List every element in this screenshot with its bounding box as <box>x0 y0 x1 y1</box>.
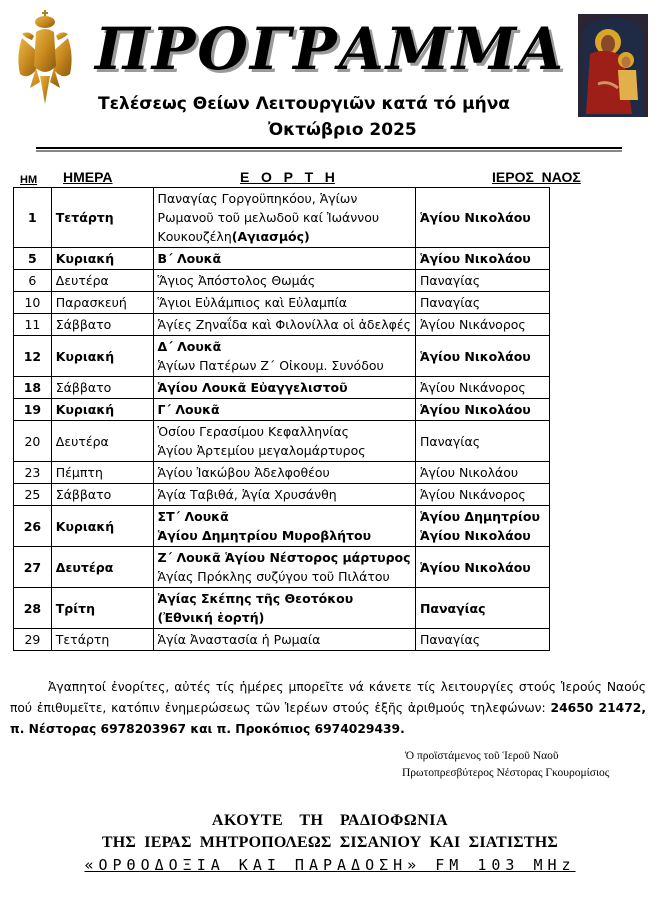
cell-day-number: 18 <box>14 377 52 399</box>
month-label: Ὀκτώβριο 2025 <box>268 120 417 140</box>
cell-feast <box>153 336 415 377</box>
column-header-feast: Ε Ο Ρ Τ Η <box>240 169 335 185</box>
cell-weekday: Κυριακή <box>51 336 153 377</box>
cell-day-number: 5 <box>14 248 52 270</box>
table-row <box>14 292 550 314</box>
cell-day-number: 26 <box>14 506 52 547</box>
cell-church <box>415 314 549 336</box>
cell-feast <box>153 421 415 462</box>
church-name: Παναγίας <box>419 600 486 616</box>
church-name: Ἁγίου Νικάνορος <box>419 487 526 502</box>
cell-weekday: Σάββατο <box>51 314 153 336</box>
cell-day-number: 1 <box>14 188 52 248</box>
signature-title: Ὁ προϊστάμενος τοῦ Ἱεροῦ Ναοῦ <box>405 750 559 762</box>
church-name: Ἁγίου Νικολάου <box>419 402 531 417</box>
radio-line-1: ΑΚΟΥΤΕ ΤΗ ΡΑΔΙΟΦΩΝΙΑ <box>211 812 449 829</box>
church-name: Παναγίας <box>419 273 481 288</box>
church-name: Παναγίας <box>419 295 481 310</box>
feast-text: Ἁγία Ἀναστασία ἡ Ρωμαία <box>157 632 321 647</box>
church-name: Ἁγίου Νικάνορος <box>419 317 526 332</box>
cell-feast <box>153 188 415 248</box>
cell-feast <box>153 506 415 547</box>
cell-feast <box>153 377 415 399</box>
cell-church <box>415 248 549 270</box>
cell-day-number: 29 <box>14 629 52 651</box>
page-subtitle: Τελέσεως Θείων Λειτουργιῶν κατά τό μήνα <box>98 94 510 114</box>
church-name: Ἁγίου Δημητρίου <box>419 509 540 524</box>
cell-feast <box>153 399 415 421</box>
feast-text: Γ΄ Λουκᾶ <box>157 402 220 417</box>
table-row <box>14 270 550 292</box>
feast-line <box>158 189 411 208</box>
cell-weekday: Τετάρτη <box>51 629 153 651</box>
feast-text: Κουκουζέλη <box>157 229 232 244</box>
feast-text: (Ἐθνική ἑορτή) <box>157 610 265 625</box>
column-header-num: ΗΜ <box>20 174 38 186</box>
cell-day-number: 6 <box>14 270 52 292</box>
feast-line <box>158 485 411 504</box>
cell-day-number: 25 <box>14 484 52 506</box>
feast-text: Ἅγιος Ἀπόστολος Θωμάς <box>157 273 316 288</box>
church-name: Ἁγίου Νικολάου <box>419 465 519 480</box>
cell-feast <box>153 462 415 484</box>
table-row <box>14 421 550 462</box>
feast-line <box>158 589 411 608</box>
cell-church <box>415 188 549 248</box>
feast-text: Παναγίας Γοργοϋπηκόου, Ἁγίων <box>157 191 358 206</box>
cell-church <box>415 629 549 651</box>
table-row <box>14 484 550 506</box>
feast-line <box>158 315 411 334</box>
feast-text: Ἁγίων Πατέρων Ζ΄ Οἰκουμ. Συνόδου <box>157 358 384 373</box>
table-row <box>14 336 550 377</box>
notice-paragraph <box>10 677 646 740</box>
feast-text: Ρωμανοῦ τοῦ μελωδοῦ καί Ἰωάννου <box>157 210 380 225</box>
feast-line <box>158 227 411 246</box>
cell-church <box>415 336 549 377</box>
feast-note: (Αγιασμός) <box>231 229 310 244</box>
page-title: ΠΡΟΓΡΑΜΜΑ <box>95 15 566 83</box>
radio-line-2: ΤΗΣ ΙΕΡΑΣ ΜΗΤΡΟΠΟΛΕΩΣ ΣΙΣΑΝΙΟΥ ΚΑΙ ΣΙΑΤΙΣΤΗΣ <box>101 834 559 851</box>
cell-day-number: 20 <box>14 421 52 462</box>
double-headed-eagle-icon <box>10 8 80 108</box>
radio-line-3: «ΟΡΘΟΔΟΞΙΑ ΚΑΙ ΠΑΡΑΔΟΣΗ» FM 103 MHz <box>84 856 576 874</box>
table-row <box>14 248 550 270</box>
cell-weekday: Παρασκευή <box>51 292 153 314</box>
feast-line <box>158 608 411 627</box>
church-name: Ἁγίου Νικολάου <box>419 348 531 364</box>
cell-church <box>415 421 549 462</box>
feast-line <box>158 526 411 545</box>
cell-church <box>415 462 549 484</box>
cell-day-number: 12 <box>14 336 52 377</box>
table-row <box>14 377 550 399</box>
feast-text: Ἁγία Ταβιθά, Ἁγία Χρυσάνθη <box>157 487 337 502</box>
feast-text: Ἁγίου Ἰακώβου Ἀδελφοθέου <box>157 465 330 480</box>
feast-line: Δ΄ Λουκᾶ <box>157 339 222 354</box>
virgin-mary-icon <box>578 14 648 117</box>
cell-church <box>415 506 549 547</box>
feast-text: Ἁγίες Ζηναΐδα καὶ Φιλονίλλα οἱ ἀδελφές <box>157 317 411 332</box>
header-divider <box>36 147 622 152</box>
feast-text: Ἁγίας Πρόκλης συζύγου τοῦ Πιλάτου <box>157 569 390 584</box>
church-name: Ἁγίου Νικολάου <box>419 210 531 225</box>
feast-line <box>158 293 411 312</box>
cell-weekday: Σάββατο <box>51 484 153 506</box>
cell-feast <box>153 292 415 314</box>
church-name: Παναγίας <box>419 632 481 647</box>
cell-weekday: Πέμπτη <box>51 462 153 484</box>
feast-text: Β΄ Λουκᾶ <box>157 251 222 266</box>
feast-line <box>158 271 411 290</box>
table-row <box>14 588 550 629</box>
cell-weekday: Κυριακή <box>51 248 153 270</box>
feast-line: Ζ΄ Λουκᾶ Ἁγίου Νέστορος μάρτυρος <box>157 550 411 565</box>
cell-feast <box>153 270 415 292</box>
cell-church <box>415 377 549 399</box>
feast-line <box>158 441 411 460</box>
church-name: Ἁγίου Νικάνορος <box>419 380 526 395</box>
feast-line <box>158 356 411 375</box>
cell-church <box>415 588 549 629</box>
church-name: Παναγίας <box>419 433 481 449</box>
cell-day-number: 23 <box>14 462 52 484</box>
notice-phones: 24650 21472, π. Νέστορας 6978203967 και π. Προκόπιος 6974029439. <box>10 701 647 736</box>
cell-church <box>415 484 549 506</box>
cell-day-number: 19 <box>14 399 52 421</box>
column-header-church: ΙΕΡΟΣ ΝΑΟΣ <box>492 169 581 185</box>
feast-text: Ἁγίου Λουκᾶ Εὐαγγελιστοῦ <box>157 380 348 395</box>
cell-feast <box>153 629 415 651</box>
feast-line <box>158 567 411 586</box>
feast-line <box>158 378 411 397</box>
feast-text: ΣΤ΄ Λουκᾶ <box>157 509 229 524</box>
feast-line <box>158 400 411 419</box>
cell-feast <box>153 314 415 336</box>
church-name: Ἁγίου Νικολάου <box>419 251 531 266</box>
table-row <box>14 506 550 547</box>
radio-announcement <box>0 810 660 876</box>
cell-day-number: 11 <box>14 314 52 336</box>
cell-weekday: Κυριακή <box>51 399 153 421</box>
cell-feast <box>153 248 415 270</box>
feast-line <box>158 463 411 482</box>
cell-day-number: 27 <box>14 547 52 588</box>
table-row <box>14 547 550 588</box>
feast-text: Ὁσίου Γερασίμου Κεφαλληνίας <box>157 424 349 439</box>
feast-line <box>158 422 411 441</box>
cell-feast <box>153 484 415 506</box>
signature <box>402 748 610 782</box>
table-row <box>14 629 550 651</box>
notice-text: Ἀγαπητοί ἐνορίτες, αὐτές τίς ἡμέρες μπορεῖτε νά κάνετε τίς λειτουργίες στούς Ἱερούς Ναούς πού ἐπιθυμεῖτε, κατόπιν ἐνημερώσεως τῶν Ἱερέων στούς ἑξῆς ἀριθμούς τηλεφώνων: <box>10 680 646 715</box>
table-row <box>14 462 550 484</box>
feast-text: Ἁγίας Σκέπης τῆς Θεοτόκου <box>157 591 354 606</box>
cell-church <box>415 399 549 421</box>
feast-line <box>158 208 411 227</box>
table-row <box>14 314 550 336</box>
cell-church <box>415 270 549 292</box>
cell-weekday: Κυριακή <box>51 506 153 547</box>
cell-feast <box>153 547 415 588</box>
cell-weekday: Τρίτη <box>51 588 153 629</box>
church-name: Ἁγίου Νικολάου <box>419 559 531 575</box>
signature-name: Πρωτοπρεσβύτερος Νέστορας Γκουρομίσιος <box>402 767 610 779</box>
feast-text: Ἁγίου Ἀρτεμίου μεγαλομάρτυρος <box>157 443 366 458</box>
feast-text: Ἁγίου Δημητρίου Μυροβλήτου <box>157 528 372 543</box>
table-row <box>14 188 550 248</box>
church-name: Ἁγίου Νικολάου <box>419 528 531 543</box>
cell-day-number: 28 <box>14 588 52 629</box>
feast-line <box>158 630 411 649</box>
schedule-table <box>13 187 550 651</box>
cell-church <box>415 292 549 314</box>
cell-weekday: Δευτέρα <box>51 270 153 292</box>
cell-day-number: 10 <box>14 292 52 314</box>
cell-weekday: Σάββατο <box>51 377 153 399</box>
cell-weekday: Δευτέρα <box>51 547 153 588</box>
feast-text: Ἅγιοι Εὐλάμπιος καὶ Εὐλαμπία <box>157 295 347 310</box>
cell-feast <box>153 588 415 629</box>
column-header-day: ΗΜΕΡΑ <box>63 169 113 185</box>
cell-church <box>415 547 549 588</box>
table-row <box>14 399 550 421</box>
feast-line <box>158 249 411 268</box>
cell-weekday: Δευτέρα <box>51 421 153 462</box>
feast-line <box>158 507 411 526</box>
cell-weekday: Τετάρτη <box>51 188 153 248</box>
